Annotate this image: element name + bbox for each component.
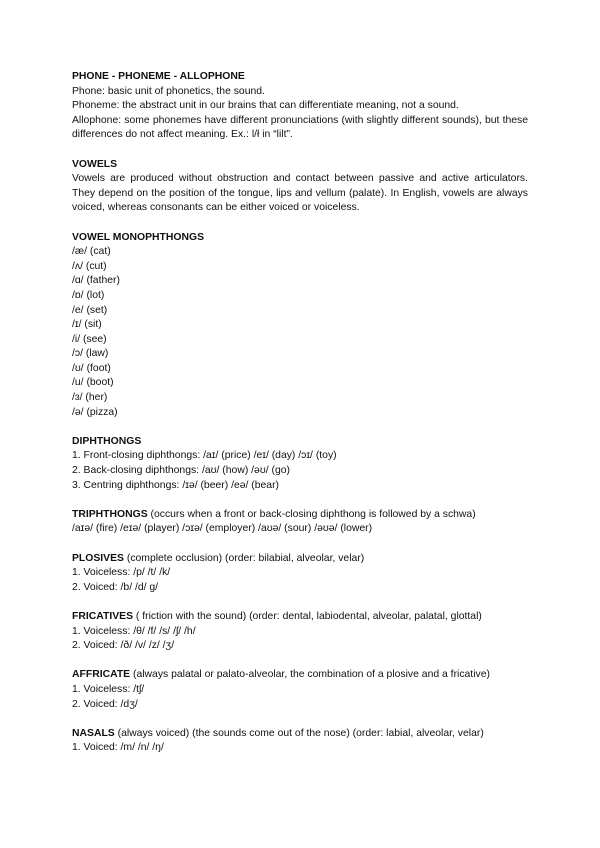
section-nasals xyxy=(72,727,528,756)
list-item: 1. Voiceless: /θ/ /f/ /s/ /ʃ/ /h/ xyxy=(72,625,196,637)
triphthongs-title-line xyxy=(72,508,528,523)
list-item: 2. Back-closing diphthongs: /aʊ/ (how) /əʊ/ (go) xyxy=(72,465,290,477)
section-monophthongs xyxy=(72,231,528,421)
heading-phone: PHONE - PHONEME - ALLOPHONE xyxy=(72,71,245,82)
list-item: /ɜ/ (her) xyxy=(72,392,108,404)
list-item: /ə/ (pizza) xyxy=(72,406,118,418)
heading-diphthongs: DIPHTHONGS xyxy=(72,435,142,447)
affricate-note: (always palatal or palato-alveolar, the combination of a plosive and a fricative) xyxy=(130,669,490,681)
section-fricatives xyxy=(72,610,528,654)
document-page xyxy=(72,70,528,771)
list-item: /ɒ/ (lot) xyxy=(72,289,105,301)
fricatives-note: ( friction with the sound) (order: dental, labiodental, alveolar, palatal, glottal) xyxy=(133,610,482,622)
list-item: /ɪ/ (sit) xyxy=(72,319,102,331)
list-item: 1. Front-closing diphthongs: /aɪ/ (price) /eɪ/ (day) /ɔɪ/ (toy) xyxy=(72,450,337,462)
heading-monophthongs: VOWEL MONOPHTHONGS xyxy=(72,231,205,243)
list-item: 1. Voiceless: /tʃ/ xyxy=(72,683,145,695)
heading-fricatives: FRICATIVES xyxy=(72,610,133,622)
triphthongs-note: (occurs when a front or back-closing diphthong is followed by a schwa) xyxy=(147,508,476,520)
plosives-title-line xyxy=(72,552,528,567)
list-item: 2. Voiced: /ð/ /v/ /z/ /ʒ/ xyxy=(72,640,175,652)
nasals-note: (always voiced) (the sounds come out of the nose) (order: labial, alveolar, velar) xyxy=(114,727,484,739)
list-item: /ɑ/ (father) xyxy=(72,275,120,287)
heading-plosives: PLOSIVES xyxy=(72,552,124,564)
list-item: /æ/ (cat) xyxy=(72,246,111,258)
list-item: 2. Voiced: /dʒ/ xyxy=(72,698,138,710)
list-item: /ʊ/ (foot) xyxy=(72,362,111,374)
list-item: 1. Voiceless: /p/ /t/ /k/ xyxy=(72,567,171,579)
section-plosives xyxy=(72,552,528,596)
section-affricate xyxy=(72,668,528,712)
heading-affricate: AFFRICATE xyxy=(72,669,131,681)
heading-vowels: VOWELS xyxy=(72,158,118,170)
plosives-note: (complete occlusion) (order: bilabial, alveolar, velar) xyxy=(123,552,365,564)
fricatives-title-line xyxy=(72,610,528,625)
list-item: /aɪə/ (fire) /eɪə/ (player) /ɔɪə/ (employer) /aʊə/ (sour) /əʊə/ (lower) xyxy=(72,523,373,535)
allophone-definition: Allophone: some phonemes have different pronunciations (with slightly different sounds), but these differences do not affect meaning. Ex.: l/ł in “lilt”. xyxy=(72,114,528,141)
phoneme-definition: Phoneme: the abstract unit in our brains that can differentiate meaning, not a sound. xyxy=(72,100,459,112)
section-phone xyxy=(72,70,528,143)
list-item: /u/ (boot) xyxy=(72,377,114,389)
section-triphthongs xyxy=(72,508,528,537)
section-vowels xyxy=(72,158,528,216)
section-diphthongs xyxy=(72,435,528,493)
list-item: /ʌ/ (cut) xyxy=(72,260,107,272)
heading-triphthongs: TRIPHTHONGS xyxy=(72,508,148,520)
vowels-paragraph: Vowels are produced without obstruction and contact between passive and active articulators. They depend on the position of the tongue, lips and vellum (palate). In English, vowels are always voiced, whereas consonants can be either voiced or voiceless. xyxy=(72,173,528,214)
heading-nasals: NASALS xyxy=(72,727,115,739)
list-item: /i/ (see) xyxy=(72,333,107,345)
list-item: 2. Voiced: /b/ /d/ g/ xyxy=(72,581,159,593)
list-item: /e/ (set) xyxy=(72,304,108,316)
list-item: /ɔ/ (law) xyxy=(72,348,109,360)
phone-definition: Phone: basic unit of phonetics, the sound. xyxy=(72,85,265,97)
list-item: 1. Voiced: /m/ /n/ /ŋ/ xyxy=(72,742,164,754)
list-item: 3. Centring diphthongs: /ɪə/ (beer) /eə/ (bear) xyxy=(72,479,280,491)
nasals-title-line xyxy=(72,727,528,742)
affricate-title-line xyxy=(72,668,528,683)
